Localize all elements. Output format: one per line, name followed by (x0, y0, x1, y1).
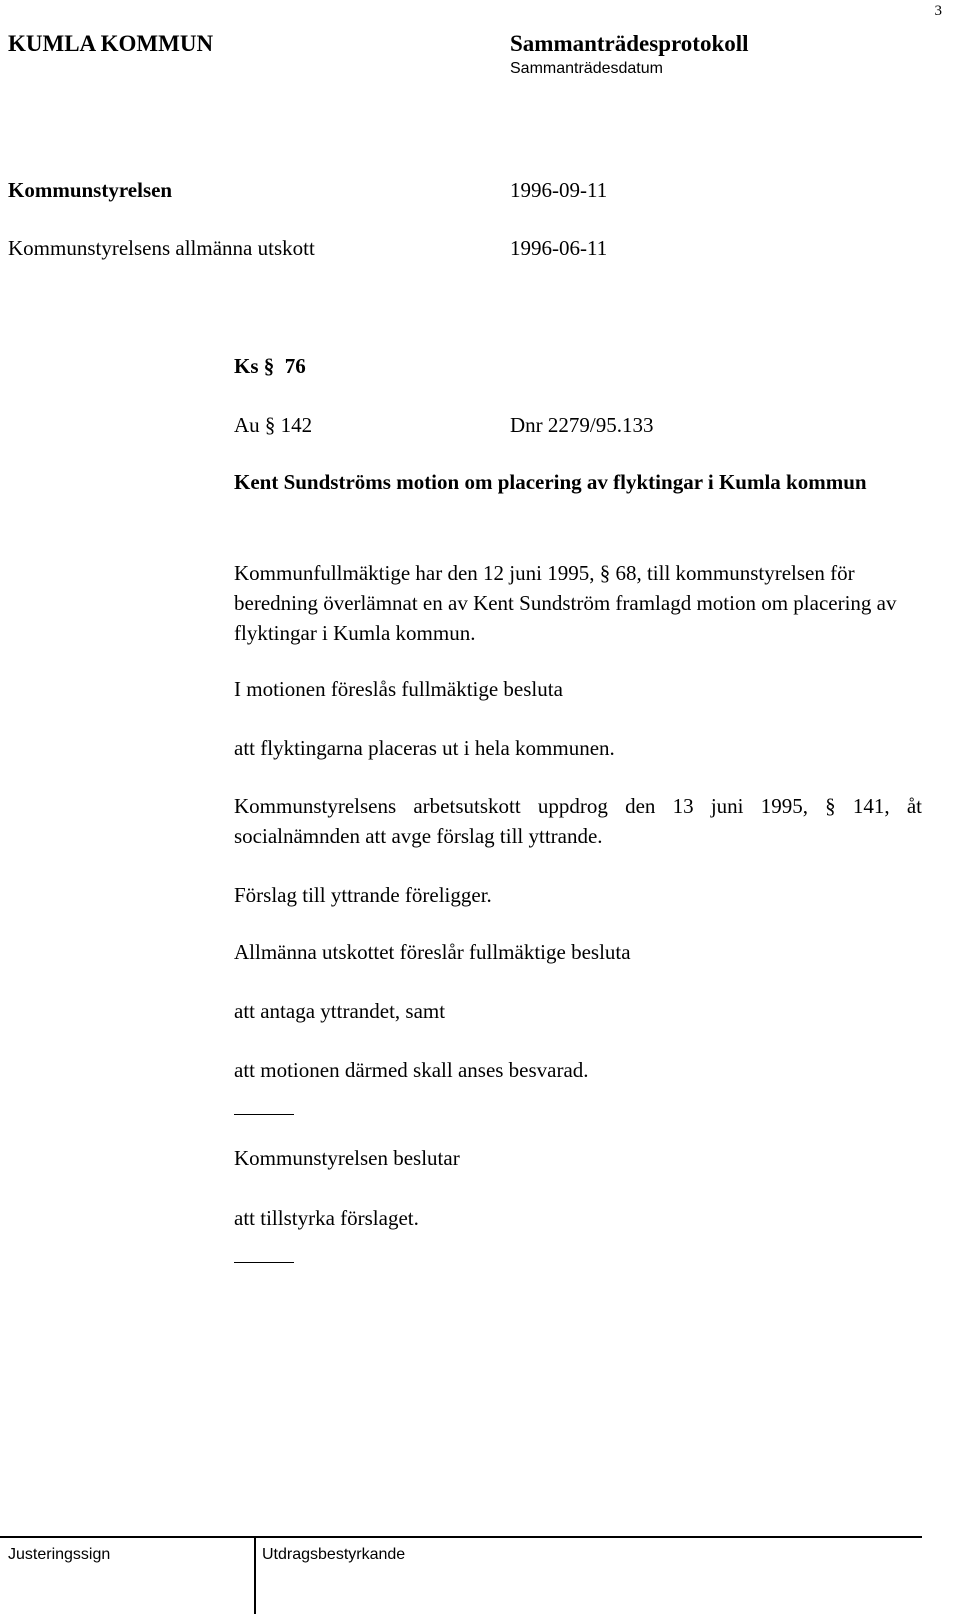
section-divider (234, 1114, 294, 1115)
meeting-date: 1996-06-11 (510, 236, 608, 260)
organization-name: KUMLA KOMMUN (8, 31, 214, 56)
footer-rule (0, 1536, 922, 1538)
section-sign: § (264, 413, 276, 437)
document-title: Sammanträdesprotokoll (510, 31, 749, 56)
ks-paragraph (234, 356, 306, 377)
paragraph-proposal-intro: I motionen föreslås fullmäktige besluta (234, 677, 563, 701)
utdrag-label: Utdragsbestyrkande (262, 1546, 406, 1563)
page-number: 3 (934, 3, 942, 19)
paragraph-statement: Förslag till yttrande föreligger. (234, 883, 492, 907)
paragraph-proposal-item-2: att motionen därmed skall anses besvarad. (234, 1058, 589, 1082)
ks-number: 76 (284, 354, 306, 378)
paragraph-assignment: Kommunstyrelsens arbetsutskott uppdrog den 13 juni 1995, § 141, åt socialnämnden att avge förslag till yttrande. (234, 794, 922, 848)
paragraph-committee-proposal: Allmänna utskottet föreslår fullmäktige besluta (234, 940, 631, 964)
dnr-reference: Dnr 2279/95.133 (510, 413, 654, 437)
footer-column-divider (254, 1538, 256, 1614)
au-number: 142 (280, 413, 313, 437)
paragraph-proposal: att flyktingarna placeras ut i hela kommunen. (234, 736, 615, 760)
section-sign: § (263, 354, 275, 378)
au-paragraph (234, 415, 312, 436)
paragraph-decision-intro: Kommunstyrelsen beslutar (234, 1146, 460, 1170)
paragraph-decision: att tillstyrka förslaget. (234, 1206, 419, 1230)
document-subtitle: Sammanträdesdatum (510, 60, 663, 77)
justering-label: Justeringssign (8, 1546, 111, 1563)
paragraph-proposal-item-1: att antaga yttrandet, samt (234, 999, 446, 1023)
meeting-body: Kommunstyrelsens allmänna utskott (8, 236, 315, 260)
au-label: Au (234, 413, 260, 437)
case-title: Kent Sundströms motion om placering av flyktingar i Kumla kommun (234, 470, 867, 494)
meeting-date: 1996-09-11 (510, 178, 608, 202)
ks-label: Ks (234, 354, 259, 378)
paragraph-background: Kommunfullmäktige har den 12 juni 1995, § 68, till kommunstyrelsen för beredning överlämnat en av Kent Sundström framlagd motion om placering av flyktingar i Kumla kommun. (234, 561, 897, 645)
section-divider (234, 1262, 294, 1263)
meeting-body: Kommunstyrelsen (8, 178, 173, 202)
